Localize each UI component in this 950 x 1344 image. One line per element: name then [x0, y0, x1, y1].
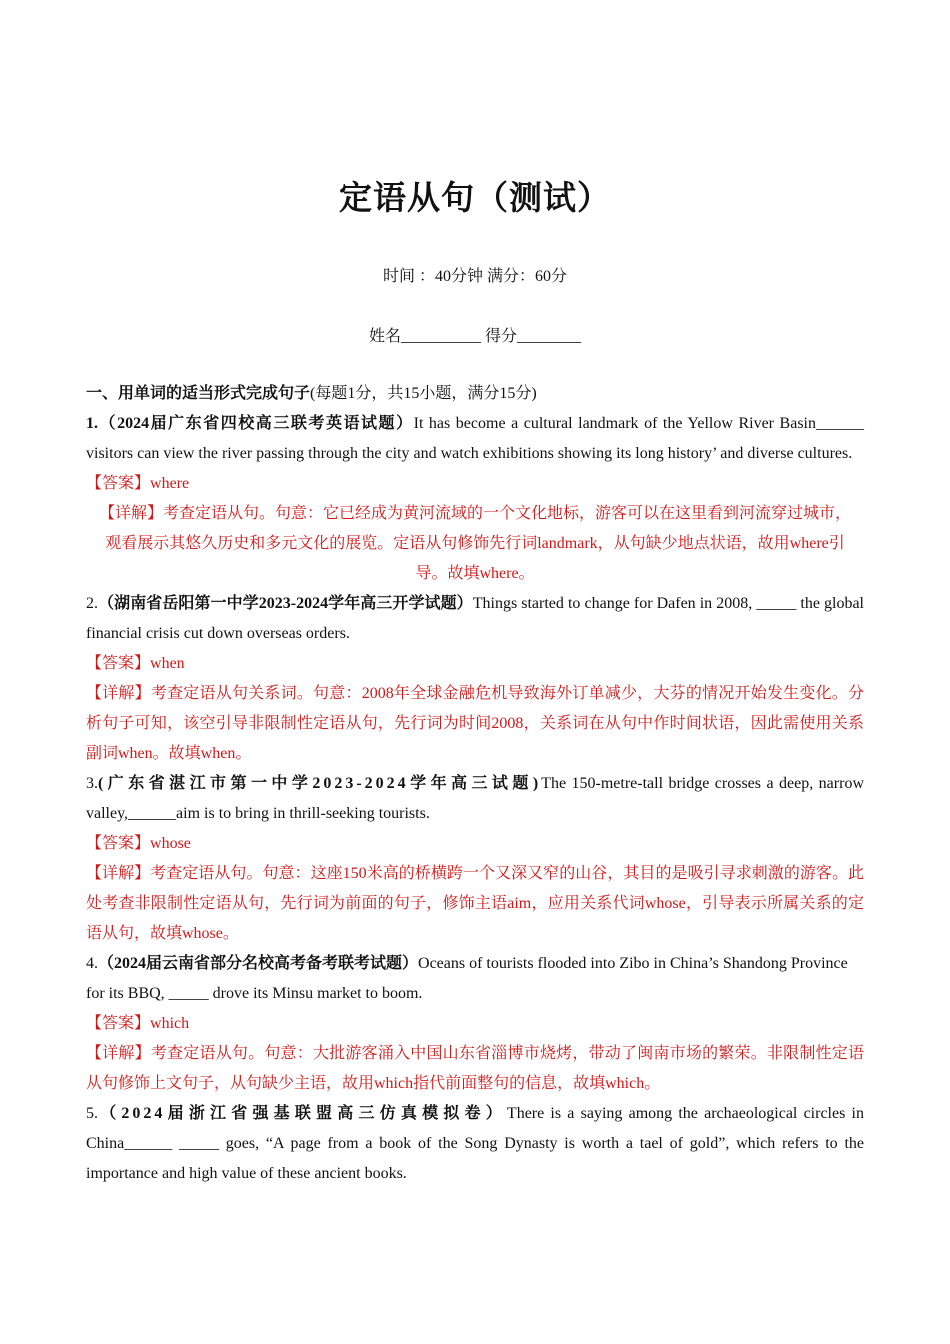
answer-value: where	[150, 475, 190, 492]
question-3	[86, 769, 864, 829]
answer-2	[86, 649, 864, 679]
name-score-line: 姓名__________ 得分________	[368, 328, 581, 345]
page-title: 定语从句（测试）	[339, 178, 611, 217]
question-number: 4.	[86, 955, 98, 972]
question-text: Things started to change for Dafen in 2008, _____ the global financial crisis cut down overseas orders.	[86, 595, 864, 642]
question-source: （2024届广东省四校高三联考英语试题）	[98, 415, 414, 432]
question-5	[86, 1099, 864, 1189]
question-1	[86, 409, 864, 469]
section-note: (每题1分，共15小题，满分15分)	[310, 385, 537, 402]
answer-4	[86, 1009, 864, 1039]
question-text: There is a saying among the archaeological circles in China______ _____ goes, “A page from a book of the Song Dynasty is worth a tael of gold”, which refers to the importance and high value of these ancient books.	[86, 1105, 864, 1182]
answer-label: 【答案】	[86, 475, 151, 492]
detail-1: 【详解】考查定语从句。句意：它已经成为黄河流域的一个文化地标，游客可以在这里看到河流穿过城市，观看展示其悠久历史和多元文化的展览。定语从句修饰先行词landmark，从句缺少地点状语，故用where引导。故填where。	[98, 505, 851, 582]
question-source: （2024届云南省部分名校高考备考联考试题）	[98, 955, 419, 972]
question-number: 3.	[86, 775, 98, 792]
time-score-line: 时间 ：40分钟 满分：60分	[382, 268, 567, 285]
question-source: (广东省湛江市第一中学2023-2024学年高三试题)	[98, 775, 542, 792]
content	[86, 379, 864, 1189]
section-title: 一、用单词的适当形式完成句子	[86, 385, 311, 402]
detail-4: 【详解】考查定语从句。句意：大批游客涌入中国山东省淄博市烧烤，带动了闽南市场的繁荣。非限制性定语从句修饰上文句子，从句缺少主语，故用which指代前面整句的信息，故填which。	[86, 1045, 864, 1092]
question-number: 1.	[86, 415, 98, 432]
question-text: The 150-metre-tall bridge crosses a deep, narrow valley,______aim is to bring in thrill-seeking tourists.	[86, 775, 864, 822]
answer-value: which	[150, 1015, 190, 1032]
section-heading	[86, 379, 864, 409]
answer-label: 【答案】	[86, 1015, 151, 1032]
answer-3	[86, 829, 864, 859]
answer-value: whose	[150, 835, 191, 852]
question-4	[86, 949, 864, 1009]
question-text: Oceans of tourists flooded into Zibo in China’s Shandong Province for its BBQ, _____ drove its Minsu market to boom.	[86, 955, 848, 1002]
detail-3: 【详解】考查定语从句。句意：这座150米高的桥横跨一个又深又窄的山谷，其目的是吸引寻求刺激的游客。此处考查非限制性定语从句，先行词为前面的句子，修饰主语aim，应用关系代词whose，引导表示所属关系的定语从句，故填whose。	[86, 865, 864, 942]
question-text: It has become a cultural landmark of the Yellow River Basin______ visitors can view the river passing through the city and watch exhibitions showing its long history’ and diverse cultures.	[86, 415, 864, 462]
question-source: （湖南省岳阳第一中学2023-2024学年高三开学试题）	[98, 595, 473, 612]
question-number: 2.	[86, 595, 98, 612]
question-source: （2024届浙江省强基联盟高三仿真模拟卷）	[98, 1105, 507, 1122]
question-2	[86, 589, 864, 649]
detail-2: 【详解】考查定语从句关系词。句意：2008年全球金融危机导致海外订单减少，大芬的情况开始发生变化。分析句子可知，该空引导非限制性定语从句，先行词为时间2008，关系词在从句中作时间状语，因此需使用关系副词when。故填when。	[86, 685, 864, 762]
answer-value: when	[150, 655, 185, 672]
answer-label: 【答案】	[86, 835, 151, 852]
question-number: 5.	[86, 1105, 98, 1122]
answer-label: 【答案】	[86, 655, 151, 672]
answer-1	[86, 469, 864, 499]
